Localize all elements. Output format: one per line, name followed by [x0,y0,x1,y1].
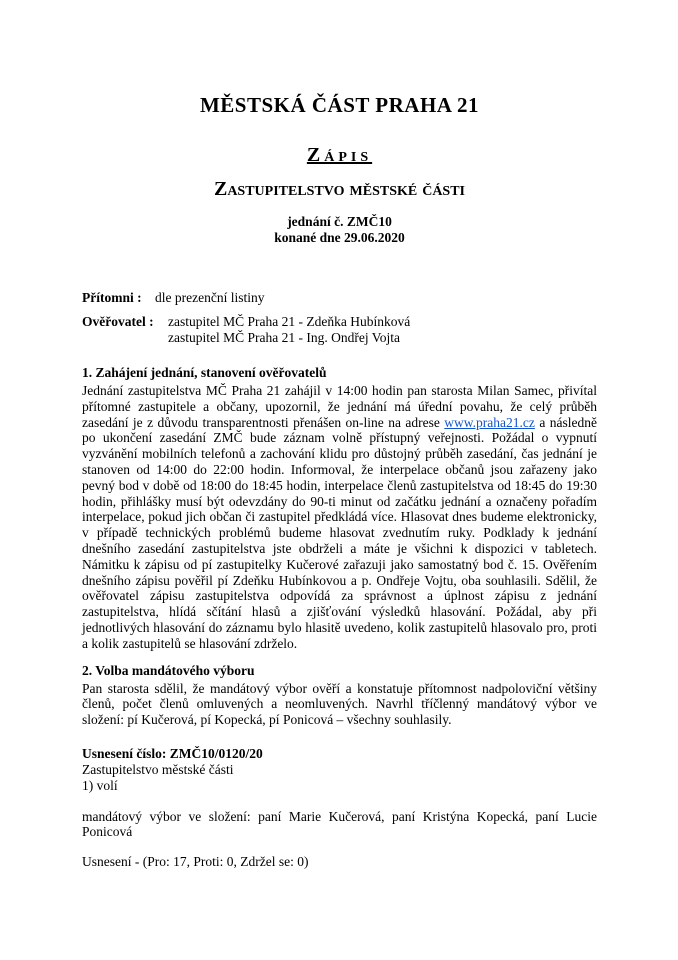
resolution-body: Zastupitelstvo městské části [82,761,234,777]
present-value: dle prezenční listiny [155,290,265,305]
verifier-values [168,314,597,346]
document-subtitle: Zastupitelstvo městské části [213,178,466,200]
present-label: Přítomni : [82,290,142,305]
session-number: jednání č. ZMČ10 [287,214,392,229]
present-row [82,290,597,306]
verifier-line: zastupitel MČ Praha 21 - Ing. Ondřej Vojta [168,330,400,345]
vote-result: Usnesení - (Pro: 17, Proti: 0, Zdržel se: 0) [82,854,309,870]
verifier-row [82,314,597,346]
resolution-number: Usnesení číslo: ZMČ10/0120/20 [82,745,263,761]
section-2-heading: 2. Volba mandátového výboru [82,662,255,678]
resolution-detail: mandátový výbor ve složení: paní Marie Kučerová, paní Kristýna Kopecká, paní Lucie Ponicová [82,808,597,840]
document-type-heading [82,144,597,167]
section-1-paragraph [82,383,597,652]
session-info [82,214,597,246]
section-1-text-before-link: Jednání zastupitelstva MČ Praha 21 zahájil v 14:00 hodin pan starosta Milan Samec, přivítal přítomné zastupitele a občany, upozornil, že jednání má úřední povahu, že celý průběh zasedání je z důvodu transparentnosti přenášen on-line na adrese [82,383,597,430]
praha21-link[interactable]: www.praha21.cz [444,414,535,430]
section-1-text-after-link: a následně po ukončení zasedání ZMČ bude záznam volně přístupný veřejnosti. Požádal o vypnutí vyzvánění mobilních telefonů a zachování klidu pro důstojný průběh zasedání, čas jednání je stanoven od 14:00 do 22:00 hodin. Informoval, že interpelace občanů jsou zařazeny jako pevný bod v době od 18:00 do 18:45 hodin, interpelace členů zastupitelstva od 18:45 do 19:30 hodin, přihlášky musí být odevzdány do 90-ti minut od začátku jednání a označeny pořadím interpelace, pokud jich občan či zastupitel předkládá více. Hlasovat dnes budeme elektronicky, v případě technických problémů budeme hlasovat zvednutím ruky. Podklady k jednání dnešního zasedání zastupitelstva jste obdrželi a máte je všichni k dispozici v tabletech. Námitku k zápisu od pí zastupitelky Kučerové zařazuji jako samostatný bod č. 15. Ověřením dnešního zápisu pověřil pí Zdeňku Hubínkovou a p. Ondřeje Vojtu, oba souhlasili. Sdělil, že ověřovatel zápisu zastupitelstva odpovídá za správnost a úplnost zápisu z jednání zastupitelstva, hlídá sčítání hlasů a zjišťování výsledků hlasování. Požádal, aby při jednotlivých hlasování do záznamu bylo hlasitě uvedeno, kolik zastupitelů hlasovalo pro, proti a kolik zastupitelů se hlasování zdrželo. [82,414,597,651]
resolution-item: 1) volí [82,777,118,793]
document-title: MĚSTSKÁ ČÁST PRAHA 21 [199,93,480,117]
document-type-label: Zápis [306,144,373,166]
attendance-block [82,290,597,346]
verifier-line: zastupitel MČ Praha 21 - Zdeňka Hubínková [168,314,411,329]
session-date: konané dne 29.06.2020 [274,230,405,245]
section-2-paragraph: Pan starosta sdělil, že mandátový výbor ověří a konstatuje přítomnost nadpoloviční většiny členů, počet členů omluvených a neomluvených. Navrhl tříčlenný mandátový výbor ve složení: pí Kučerová, pí Kopecká, pí Ponicová – všechny souhlasily. [82,680,597,728]
section-1-heading: 1. Zahájení jednání, stanovení ověřovatelů [82,365,327,380]
verifier-label: Ověřovatel : [82,314,154,329]
